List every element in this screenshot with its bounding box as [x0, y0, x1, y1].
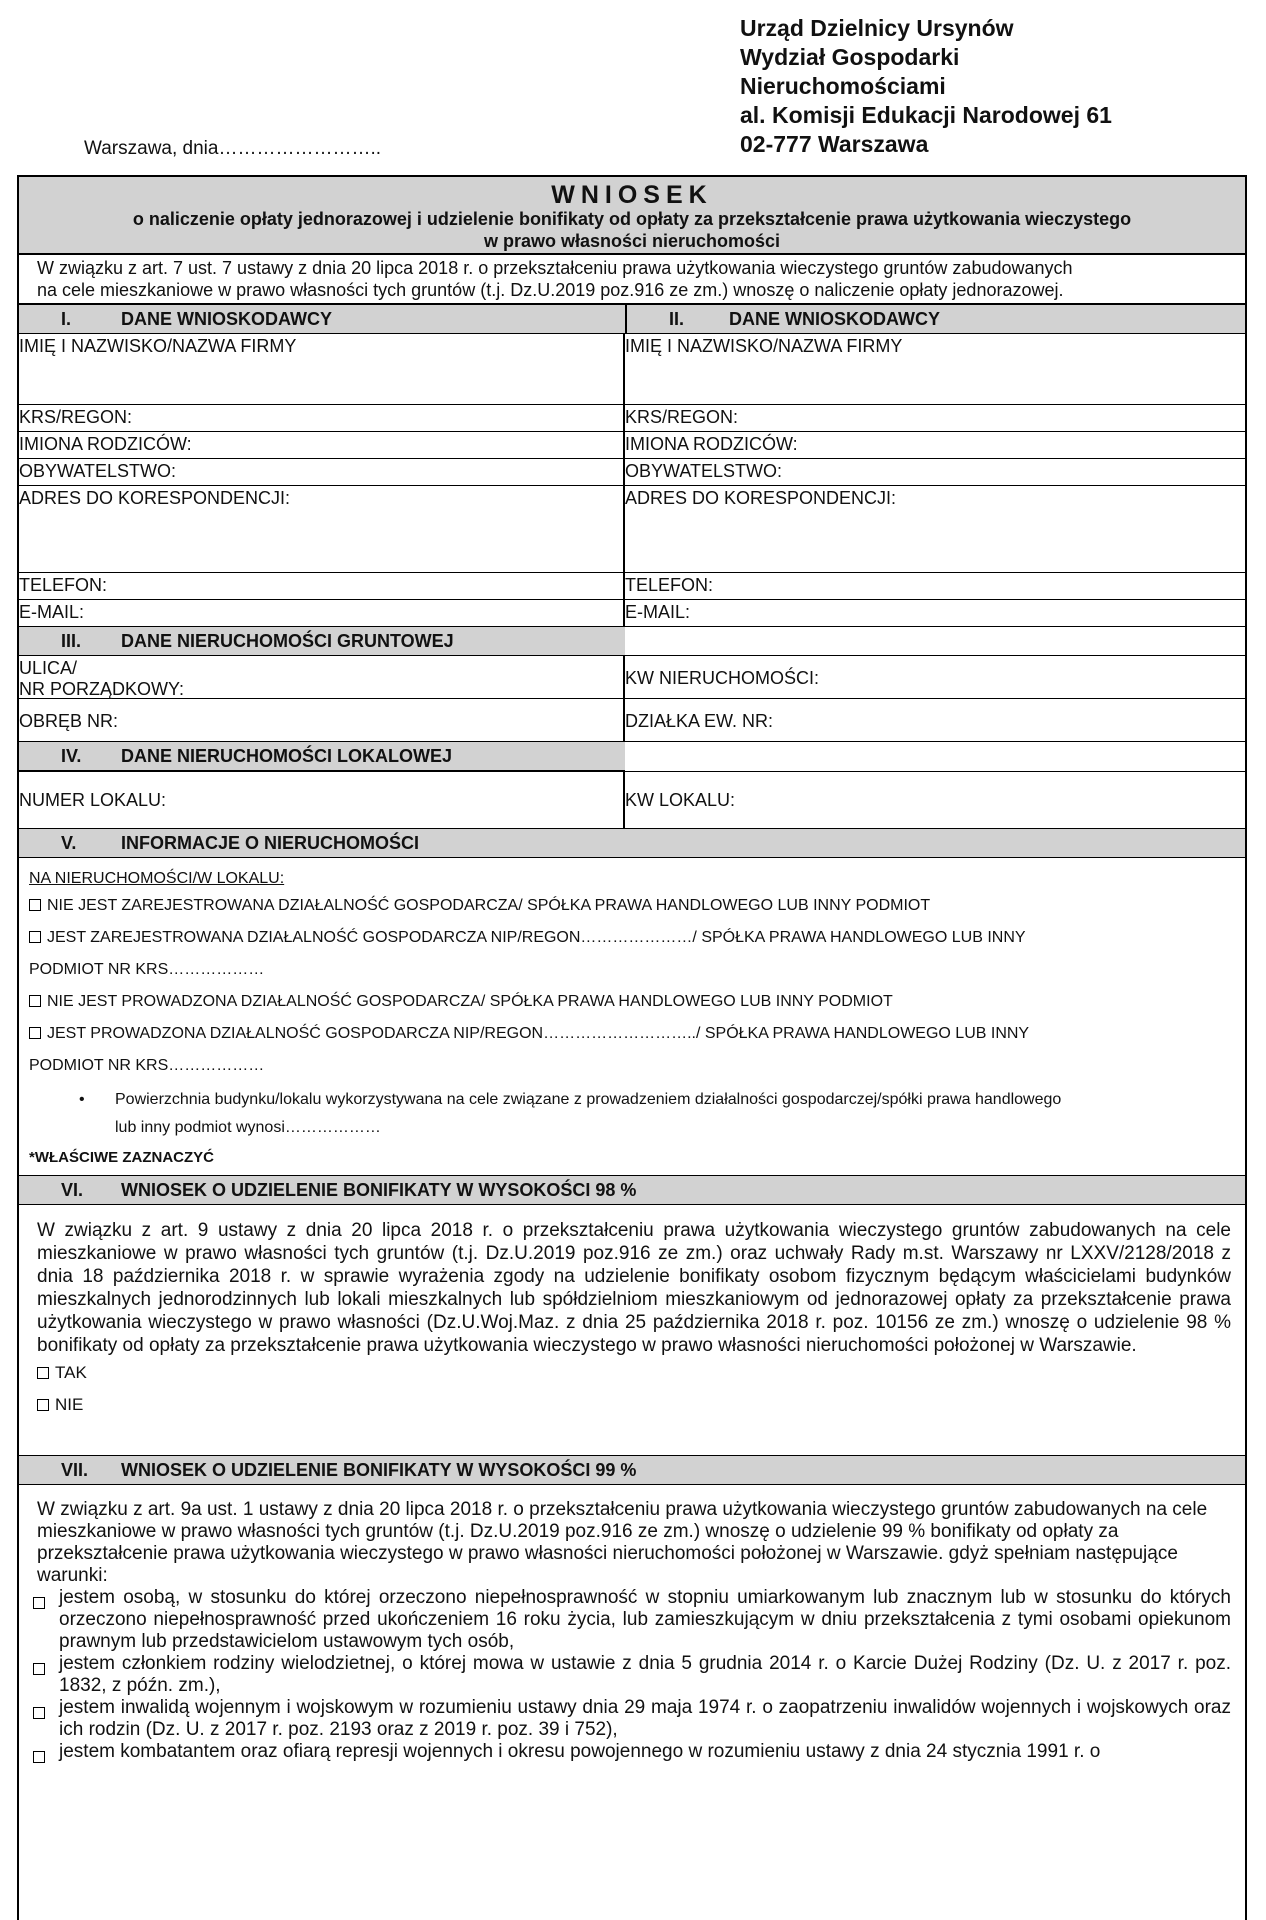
address-line: 02-777 Warszawa [740, 131, 929, 157]
option-label: NIE JEST PROWADZONA DZIAŁALNOŚĆ GOSPODARCZA/ SPÓŁKA PRAWA HANDLOWEGO LUB INNY PODMIOT [47, 993, 893, 1010]
info-body [19, 858, 1245, 1176]
address-field-1[interactable] [19, 486, 625, 572]
field-label: NR PORZĄDKOWY: [19, 679, 185, 699]
field-row-name [19, 334, 1245, 405]
field-label: E-MAIL: [625, 602, 691, 622]
field-row-lokal [19, 771, 1245, 829]
address-field-2[interactable] [625, 486, 1245, 572]
phone-field-1[interactable] [19, 573, 625, 599]
form-title-main: WNIOSEK [551, 181, 713, 209]
lokal-field[interactable] [19, 772, 625, 828]
bonus99-text: W związku z art. 9a ust. 1 ustawy z dnia 20 lipca 2018 r. o przekształceniu prawa użytkowania wieczystego gruntów zabudowanych na cele mieszkaniowe w prawo własności tych gruntów (t.j. Dz.U.2019 poz.916 ze zm.) wnoszę o udzielenie 99 % bonifikaty od opłaty za przekształcenie prawa użytkowania wieczystego w prawo własności nieruchomości położonej w Warszawie. gdyż spełniam następujące warunki: [37, 1499, 1208, 1586]
note-text: *WŁAŚCIWE ZAZNACZYĆ [29, 1149, 214, 1166]
option-label: JEST ZAREJESTROWANA DZIAŁALNOŚĆ GOSPODARCZA NIP/REGON…………………/ SPÓŁKA PRAWA HANDLOWEGO LUB INNY [47, 929, 1026, 946]
field-label: KRS/REGON: [625, 407, 739, 427]
krs-field-2[interactable] [625, 405, 1245, 431]
field-label: ADRES DO KORESPONDENCJI: [625, 488, 897, 508]
option-label: TAK [55, 1363, 87, 1382]
bonus98-text: W związku z art. 9 ustawy z dnia 20 lipca 2018 r. o przekształceniu prawa użytkowania wieczystego gruntów zabudowanych na cele mieszkaniowe w prawo własności tych gruntów (t.j. Dz.U.2019 poz.916 ze zm.) oraz uchwały Rady m.st. Warszawy nr LXXV/2128/2018 z dnia 18 października 2018 r. w sprawie wyrażenia zgody na udzielenie bonifikaty osobom fizycznym będącym właścicielami budynków mieszkalnych jednorodzinnych lub lokali mieszkalnych lub spółdzielniom mieszkaniowym od jednorazowej opłaty za przekształcenie prawa użytkowania wieczystego w prawo własności (Dz.U.Woj.Maz. z dnia 25 października 2018 r. poz. 10156 ze zm.) wnoszę o udzielenie 98 % bonifikaty od opłaty za przekształcenie prawa użytkowania wieczystego w prawo własności nieruchomości położonej w Warszawie. [37, 1220, 1231, 1356]
option-continuation: PODMIOT NR KRS……………… [29, 961, 265, 978]
citizenship-field-2[interactable] [625, 459, 1245, 485]
address-line: Urząd Dzielnicy Ursynów [740, 15, 1014, 41]
address-line: Wydział Gospodarki [740, 44, 960, 70]
field-label: IMIĘ I NAZWISKO/NAZWA FIRMY [19, 336, 297, 356]
parents-field-1[interactable] [19, 432, 625, 458]
form-title-sub: o naliczenie opłaty jednorazowej i udzielenie bonifikaty od opłaty za przekształcenie prawa użytkowania wieczystego [132, 209, 1132, 229]
condition-item[interactable] [19, 1587, 1245, 1653]
field-row-phone [19, 573, 1245, 600]
field-label: KRS/REGON: [19, 407, 133, 427]
obreb-field[interactable] [19, 699, 625, 741]
field-row-parents [19, 432, 1245, 459]
condition-item[interactable] [19, 1697, 1245, 1741]
section-title: DANE NIERUCHOMOŚCI LOKALOWEJ [121, 745, 453, 766]
kw-lokal-field[interactable] [625, 772, 1245, 828]
checkbox-icon[interactable] [29, 995, 41, 1007]
field-label: OBRĘB NR: [19, 711, 119, 731]
section-applicants-header [19, 305, 1245, 334]
section-title: WNIOSEK O UDZIELENIE BONIFIKATY W WYSOKOŚCI 99 % [121, 1459, 637, 1480]
option-checkbox[interactable] [19, 1018, 1245, 1050]
section-number: IV. [61, 745, 82, 766]
field-label: DZIAŁKA EW. NR: [625, 711, 774, 731]
field-row-street [19, 656, 1245, 699]
field-row-email [19, 600, 1245, 627]
field-label: KW NIERUCHOMOŚCI: [625, 668, 820, 688]
option-label: NIE JEST ZAREJESTROWANA DZIAŁALNOŚĆ GOSPODARCZA/ SPÓŁKA PRAWA HANDLOWEGO LUB INNY PODMIOT [47, 897, 931, 914]
option-continuation: PODMIOT NR KRS……………… [29, 1057, 265, 1074]
application-form [17, 175, 1247, 1920]
field-label: OBYWATELSTWO: [19, 461, 177, 481]
office-address [740, 14, 1112, 159]
intro-text [19, 255, 1245, 305]
checkbox-icon[interactable] [33, 1751, 45, 1763]
section-number: VII. [61, 1459, 89, 1480]
bullet-line: Powierzchnia budynku/lokalu wykorzystywana na cele związane z prowadzeniem działalności gospodarczej/spółki prawa handlowego [115, 1091, 1062, 1108]
condition-text: jestem osobą, w stosunku do której orzeczono niepełnosprawność w stopniu umiarkowanym lub znacznym lub w stosunku do których orzeczono niepełnosprawność przed ukończeniem 16 roku życia, lub zamieszkującym w dniu przekształcenia z tymi osobami opiekunom prawnym lub przedstawicielom ustawowym tych osób, [59, 1587, 1231, 1652]
address-line: Nieruchomościami [740, 73, 946, 99]
section-title: DANE NIERUCHOMOŚCI GRUNTOWEJ [121, 630, 454, 651]
condition-text: jestem inwalidą wojennym i wojskowym w rozumieniu ustawy dnia 29 maja 1974 r. o zaopatrzeniu inwalidów wojennych i wojskowych oraz ich rodzin (Dz. U. z 2017 r. poz. 2193 oraz z 2019 r. poz. 39 i 752), [59, 1697, 1231, 1740]
field-row-obreb [19, 699, 1245, 742]
field-label: TELEFON: [19, 575, 108, 595]
checkbox-icon[interactable] [37, 1367, 49, 1379]
section-bonus99-header [19, 1456, 1245, 1485]
section-title: WNIOSEK O UDZIELENIE BONIFIKATY W WYSOKOŚCI 98 % [121, 1179, 637, 1200]
email-field-1[interactable] [19, 600, 625, 626]
checkbox-icon[interactable] [33, 1597, 45, 1609]
option-no[interactable] [19, 1389, 1245, 1421]
field-row-krs [19, 405, 1245, 432]
kw-field[interactable] [625, 656, 1245, 698]
date-line: Warszawa, dnia…………………….. [84, 138, 382, 159]
email-field-2[interactable] [625, 600, 1245, 626]
section-info-header [19, 829, 1245, 858]
option-checkbox[interactable] [19, 890, 1245, 922]
field-label: E-MAIL: [19, 602, 85, 622]
field-label: ULICA/ [19, 658, 78, 678]
bullet-text [115, 1086, 1061, 1142]
field-label: ADRES DO KORESPONDENCJI: [19, 488, 291, 508]
address-line: al. Komisji Edukacji Narodowej 61 [740, 102, 1112, 128]
intro-line: W związku z art. 7 ust. 7 ustawy z dnia 20 lipca 2018 r. o przekształceniu prawa użytkowania wieczystego gruntów zabudowanych [37, 258, 1073, 278]
checkbox-icon[interactable] [29, 931, 41, 943]
dzialka-field[interactable] [625, 699, 1245, 741]
parents-field-2[interactable] [625, 432, 1245, 458]
section-title: DANE WNIOSKODAWCY [121, 308, 332, 329]
checkbox-icon[interactable] [33, 1663, 45, 1675]
field-label: IMIONA RODZICÓW: [19, 434, 192, 454]
option-label: JEST PROWADZONA DZIAŁALNOŚĆ GOSPODARCZA NIP/REGON………………………../ SPÓŁKA PRAWA HANDLOWEGO LUB INNY [47, 1025, 1030, 1042]
condition-text: jestem kombatantem oraz ofiarą represji wojennych i okresu powojennego w rozumieniu ustawy z dnia 24 stycznia 1991 r. o [59, 1741, 1101, 1762]
bullet-line: lub inny podmiot wynosi……………… [115, 1119, 381, 1136]
section-number: III. [61, 630, 82, 651]
bonus99-body [19, 1485, 1245, 1768]
section-number: V. [61, 832, 77, 853]
condition-item[interactable] [19, 1741, 1245, 1768]
field-row-citizenship [19, 459, 1245, 486]
bullet-icon: • [79, 1091, 85, 1108]
phone-field-2[interactable] [625, 573, 1245, 599]
field-label: NUMER LOKALU: [19, 790, 167, 810]
checkbox-icon[interactable] [37, 1399, 49, 1411]
name-field-2[interactable] [625, 334, 1245, 404]
option-checkbox[interactable] [19, 922, 1245, 954]
name-field-1[interactable] [19, 334, 625, 404]
section-title: INFORMACJE O NIERUCHOMOŚCI [121, 832, 420, 853]
section-land-header [19, 627, 1245, 656]
option-label: NIE [55, 1395, 84, 1414]
form-title [19, 177, 1245, 255]
section-number: II. [669, 308, 685, 329]
intro-line: na cele mieszkaniowe w prawo własności tych gruntów (t.j. Dz.U.2019 poz.916 ze zm.) wnoszę o naliczenie opłaty jednorazowej. [37, 280, 1064, 300]
checkbox-icon[interactable] [29, 1027, 41, 1039]
checkbox-icon[interactable] [33, 1707, 45, 1719]
option-checkbox[interactable] [19, 986, 1245, 1018]
form-title-sub: w prawo własności nieruchomości [483, 231, 781, 251]
bonus98-body [19, 1205, 1245, 1456]
option-yes[interactable] [19, 1357, 1245, 1389]
field-label: IMIONA RODZICÓW: [625, 434, 798, 454]
field-label: KW LOKALU: [625, 790, 736, 810]
field-label: TELEFON: [625, 575, 714, 595]
condition-text: jestem członkiem rodziny wielodzietnej, o której mowa w ustawie z dnia 5 grudnia 2014 r. o Karcie Dużej Rodziny (Dz. U. z 2017 r. poz. 1832, z późn. zm.), [59, 1653, 1231, 1696]
condition-item[interactable] [19, 1653, 1245, 1697]
citizenship-field-1[interactable] [19, 459, 625, 485]
section-number: VI. [61, 1179, 84, 1200]
section-number: I. [61, 308, 72, 329]
info-heading-text: NA NIERUCHOMOŚCI/W LOKALU: [29, 870, 285, 887]
checkbox-icon[interactable] [29, 899, 41, 911]
section-title: DANE WNIOSKODAWCY [729, 308, 940, 329]
field-label: IMIĘ I NAZWISKO/NAZWA FIRMY [625, 336, 903, 356]
info-heading [19, 868, 1245, 890]
section-local-header [19, 742, 625, 771]
krs-field-1[interactable] [19, 405, 625, 431]
area-bullet [19, 1082, 1245, 1142]
street-field[interactable] [19, 656, 625, 698]
section-bonus98-header [19, 1176, 1245, 1205]
field-label: OBYWATELSTWO: [625, 461, 783, 481]
field-row-address [19, 486, 1245, 573]
